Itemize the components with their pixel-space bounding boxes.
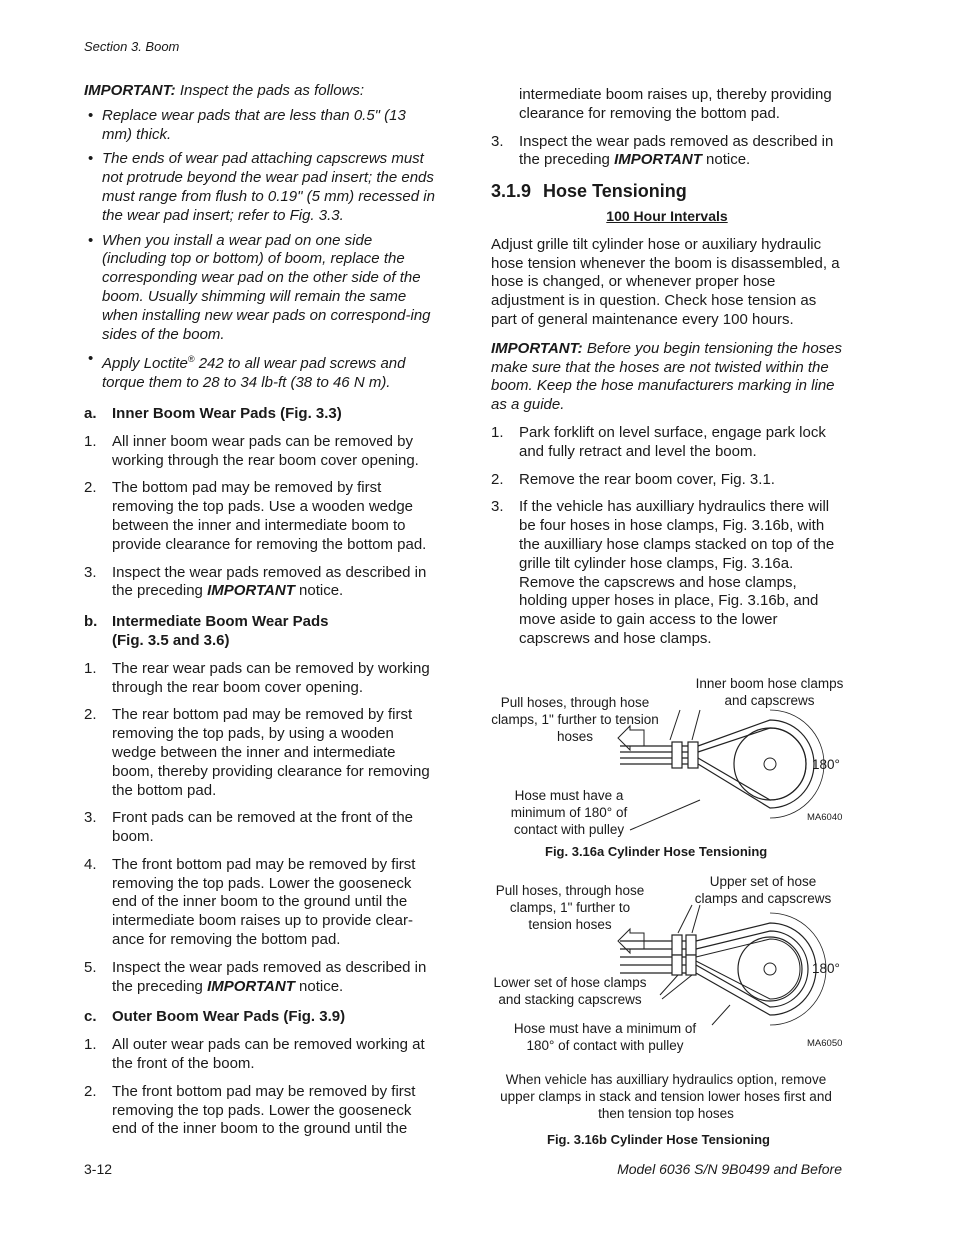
step-item: 1. All inner boom wear pads can be removed by working through the rear boom cover opening. <box>84 432 419 469</box>
step-item: 1. The rear wear pads can be removed by working through the rear boom cover opening. <box>84 659 430 696</box>
figure-a-pull-label: Pull hoses, through hose clamps, 1" further to tension hoses <box>491 695 659 744</box>
step-item: 3. Inspect the wear pads removed as described in the preceding IMPORTANT notice. <box>491 132 834 169</box>
figure-b-pull-label: Pull hoses, through hose clamps, 1" further to tension hoses <box>495 883 645 932</box>
important-notice-right: IMPORTANT: Before you begin tensioning the hoses make sure that the hoses are not twisted within the boom. Keep the hose manufacturers marking in line as a guide. <box>491 339 843 414</box>
bullet-item: • When you install a wear pad on one side (including top or bottom) of boom, replace the corresponding wear pad on the other side of the boom. Usually shimming will remain the same when installing new wear pads on correspond-ing sides of the boom. <box>84 232 436 345</box>
figure-b-caption: Fig. 3.16b Cylinder Hose Tensioning <box>547 1132 770 1147</box>
page-header: Section 3. Boom <box>84 39 180 54</box>
figure-a-contact-label: Hose must have a minimum of 180° of contact with pulley <box>510 788 628 837</box>
important-notice <box>84 82 436 101</box>
bullet-item: • The ends of wear pad attaching capscrews must not protrude beyond the wear pad insert; the ends must range from flush to 0.19" (5 mm) recessed in the wear pad insert; refer to Fig. 3.3. <box>84 150 436 225</box>
step-item: 1. All outer wear pads can be removed working at the front of the boom. <box>84 1036 425 1073</box>
intro-paragraph: Adjust grille tilt cylinder hose or auxiliary hydraulic hose tension whenever the boom is disassembled, a hose is changed, or whenever proper hose adjustment is in question. Check hose tension as part of general maintenance every 100 hours. <box>491 235 840 328</box>
interval-heading: 100 Hour Intervals <box>606 207 728 224</box>
step-item: 2. The bottom pad may be removed by first removing the top pads. Use a wooden wedge between the inner and intermediate boom to provide clearance for removing the bottom pad. <box>84 479 427 553</box>
figure-b-note: When vehicle has auxilliary hydraulics option, remove upper clamps in stack and tension lower hoses first and then tension top hoses <box>500 1072 832 1121</box>
step-continued: intermediate boom raises up, thereby providing clearance for removing the bottom pad. <box>519 86 832 122</box>
figure-b-contact-label: Hose must have a minimum of 180° of contact with pulley <box>513 1021 697 1053</box>
page-number: 3-12 <box>84 1161 113 1177</box>
right-column <box>491 82 843 649</box>
figure-b-upper-label: Upper set of hose clamps and capscrews <box>694 874 832 906</box>
figure-a-angle-label: 180° <box>812 757 840 772</box>
figure-b-lower-label: Lower set of hose clamps and stacking capscrews <box>493 975 647 1007</box>
section-title: 3.1.9 Hose Tensioning <box>491 181 687 202</box>
registered-mark: ® <box>187 354 195 365</box>
figure-b-angle-label: 180° <box>812 961 840 976</box>
subsection-heading-c: c. Outer Boom Wear Pads (Fig. 3.9) <box>84 1008 346 1026</box>
step-item: 1. Park forklift on level surface, engage park lock and fully retract and level the boom. <box>491 423 826 460</box>
step-item: 3. If the vehicle has auxilliary hydraulics there will be four hoses in hose clamps, Fig. 3.16b, with the auxilliary hose clamps stacked on top of the grille tilt cylinder hose clamps, Fig. 3.16a. Remove the capscrews and hose clamps, holding upper hoses in place, Fig. 3.16b, and move aside to gain access to the lower capscrews and hose clamps. <box>491 498 835 647</box>
model-footer: Model 6036 S/N 9B0499 and Before <box>617 1161 842 1177</box>
figure-a-caption: Fig. 3.16a Cylinder Hose Tensioning <box>545 844 768 859</box>
important-text: Inspect the pads as follows: <box>175 82 365 99</box>
figure-b-code: MA6050 <box>807 1038 843 1049</box>
figure-a-inner-label: Inner boom hose clamps and capscrews <box>695 676 844 708</box>
subsection-heading-b: b. Intermediate Boom Wear Pads (Fig. 3.5 and 3.6) <box>84 613 329 649</box>
step-item: 3. Front pads can be removed at the front of the boom. <box>84 809 414 846</box>
bullet-item-loctite: • Apply Loctite® 242 to all wear pad screws and torque them to 28 to 34 lb-ft (38 to 46 N m). <box>84 350 436 393</box>
step-item: 4. The front bottom pad may be removed by first removing the top pads. Lower the gooseneck end of the inner boom to the ground until the intermediate boom raises up to provide clear-ance for removing the bottom pad. <box>84 855 416 949</box>
subsection-heading-a: a. Inner Boom Wear Pads (Fig. 3.3) <box>84 404 342 422</box>
left-column <box>84 82 436 1139</box>
step-item: 2. Remove the rear boom cover, Fig. 3.1. <box>491 470 775 488</box>
important-label: IMPORTANT: <box>84 82 176 99</box>
figure-a-code: MA6040 <box>807 812 843 823</box>
step-item: 2. The front bottom pad may be removed by first removing the top pads. Lower the gooseneck end of the inner boom to the ground until the <box>84 1082 416 1138</box>
step-item: 2. The rear bottom pad may be removed by first removing the top pads, by using a wooden wedge between the inner and intermediate boom, thereby providing clearance for removing the bottom pad. <box>84 706 430 799</box>
step-item: 3. Inspect the wear pads removed as described in the preceding IMPORTANT notice. <box>84 563 427 600</box>
bullet-item: • Replace wear pads that are less than 0.5" (13 mm) thick. <box>84 107 436 145</box>
step-item: 5. Inspect the wear pads removed as described in the preceding IMPORTANT notice. <box>84 958 427 995</box>
